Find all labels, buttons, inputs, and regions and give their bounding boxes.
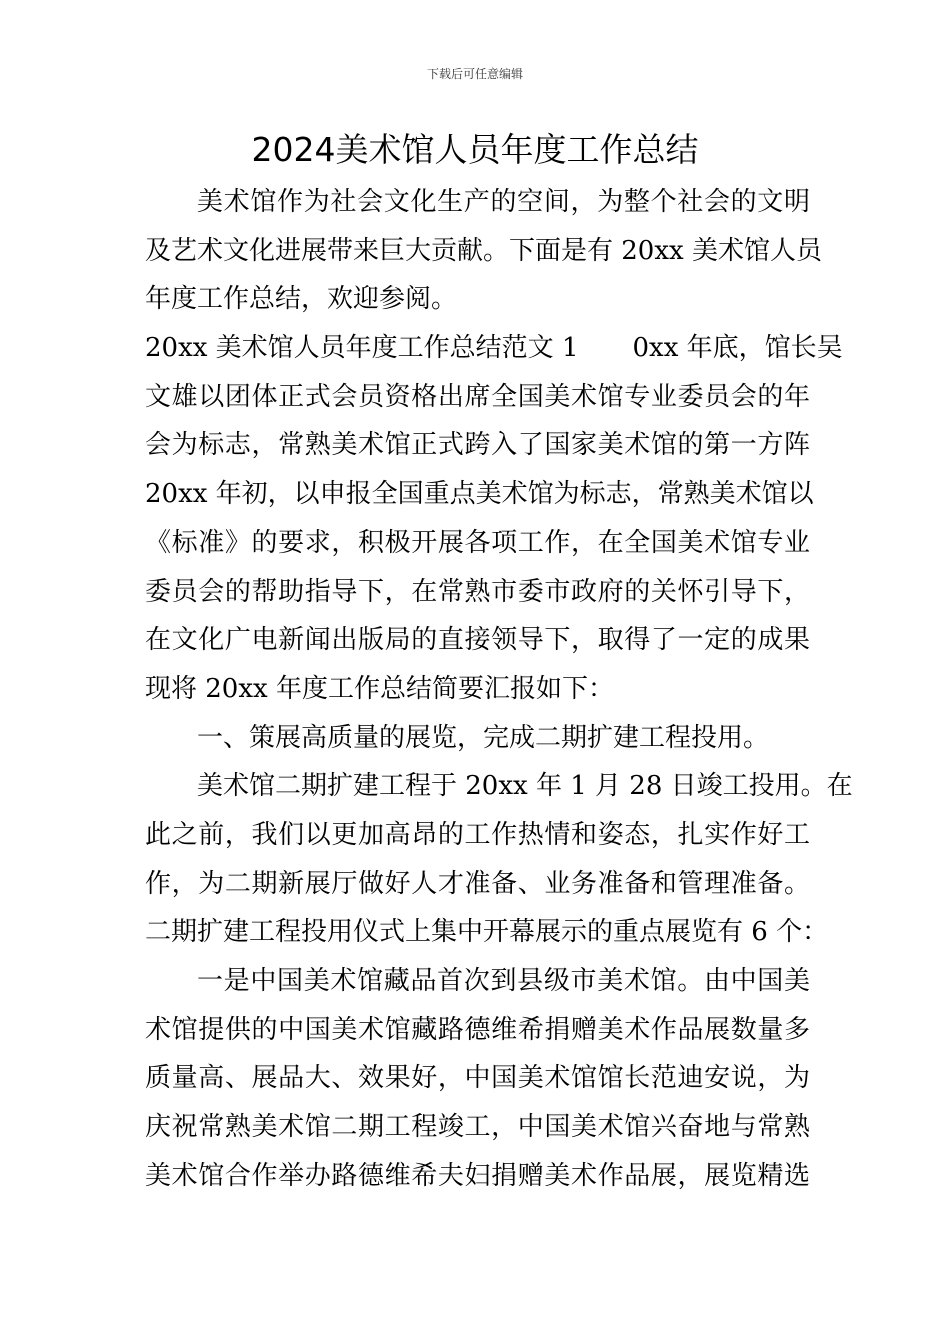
paragraph-line: 美术馆合作举办路德维希夫妇捐赠美术作品展，展览精选 [145, 1160, 810, 1191]
paragraph-line: 一是中国美术馆藏品首次到县级市美术馆。由中国美 [197, 966, 810, 996]
section-heading: 一、策展高质量的展览，完成二期扩建工程投用。 [197, 722, 770, 753]
paragraph-line: 质量高、展品大、效果好，中国美术馆馆长范迪安说，为 [145, 1063, 810, 1094]
paragraph-start: 0xx 年底，馆长吴 [632, 333, 843, 364]
sample-heading: 20xx 美术馆人员年度工作总结范文 1 [145, 333, 579, 364]
paragraph-line: 会为标志，常熟美术馆正式跨入了国家美术馆的第一方阵 [145, 430, 810, 461]
paragraph-line: 庆祝常熟美术馆二期工程竣工，中国美术馆兴奋地与常熟 [145, 1112, 810, 1143]
paragraph-line-heading [145, 324, 843, 373]
document-body [145, 178, 853, 1200]
header-note: 下载后可任意编辑 [426, 67, 523, 81]
paragraph-line: 在文化广电新闻出版局的直接领导下，取得了一定的成果 [145, 625, 810, 656]
paragraph-line: 年度工作总结，欢迎参阅。 [145, 284, 458, 315]
paragraph-line: 作，为二期新展厅做好人才准备、业务准备和管理准备。 [145, 868, 810, 899]
paragraph-line: 此之前，我们以更加高昂的工作热情和姿态，扎实作好工 [145, 819, 810, 850]
document-title: 2024美术馆人员年度工作总结 [251, 130, 699, 169]
paragraph-line: 文雄以团体正式会员资格出席全国美术馆专业委员会的年 [145, 381, 810, 412]
paragraph-line: 美术馆二期扩建工程于 20xx 年 1 月 28 日竣工投用。在 [197, 771, 853, 802]
paragraph-line: 现将 20xx 年度工作总结简要汇报如下： [145, 673, 614, 704]
paragraph-line: 美术馆作为社会文化生产的空间，为整个社会的文明 [197, 187, 810, 217]
paragraph-line: 二期扩建工程投用仪式上集中开幕展示的重点展览有 6 个： [145, 917, 829, 948]
paragraph-line: 及艺术文化进展带来巨大贡献。下面是有 20xx 美术馆人员 [145, 235, 822, 266]
paragraph-line: 《标准》的要求，积极开展各项工作，在全国美术馆专业 [145, 527, 810, 558]
paragraph-line: 委员会的帮助指导下，在常熟市委市政府的关怀引导下， [145, 576, 810, 607]
paragraph-line: 术馆提供的中国美术馆藏路德维希捐赠美术作品展数量多 [145, 1014, 810, 1045]
paragraph-line: 20xx 年初，以申报全国重点美术馆为标志，常熟美术馆以 [145, 479, 814, 510]
